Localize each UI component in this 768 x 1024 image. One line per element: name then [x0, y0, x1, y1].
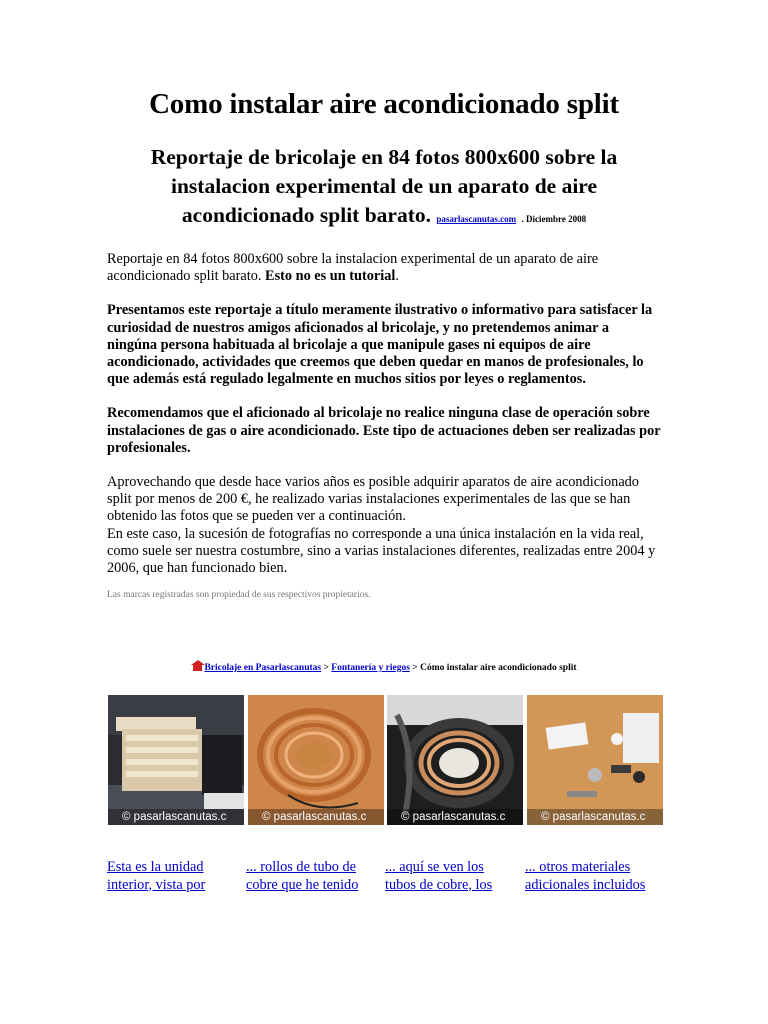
- intro-end: .: [395, 268, 399, 285]
- publication-date: . Diciembre 2008: [521, 214, 587, 224]
- caption-line: cobre que he tenido: [246, 876, 359, 893]
- caption-line: ... rollos de tubo de: [246, 859, 356, 875]
- context-text-1: Aprovechando que desde hace varios años es posible adquirir aparatos de aire acondicionado split por menos de 200 €, he realizado varias instalaciones experimentales de las que se han obtenido las fotos que se pueden ver a continuación.: [107, 474, 639, 525]
- warning-paragraph-2: Recomendamos que el aficionado al bricolaje no realice ninguna clase de operación sobre instalaciones de gas o aire acondicionado. Este tipo de actuaciones deben ser realizadas por profesionales.: [107, 405, 661, 456]
- photo-caption-link[interactable]: [107, 859, 237, 894]
- photo-copper-tube-coil-icon: [248, 695, 384, 825]
- breadcrumb-current: Cómo instalar aire acondicionado split: [420, 663, 577, 673]
- intro-paragraph: [107, 251, 662, 285]
- breadcrumb-separator: >: [409, 663, 421, 673]
- caption-line: tubos de cobre, los: [385, 876, 493, 893]
- intro-bold-text: Esto no es un tutorial: [265, 268, 396, 285]
- site-link[interactable]: pasarlascanutas.com: [436, 214, 517, 224]
- breadcrumb-separator: >: [321, 663, 332, 673]
- photo-copper-tubes[interactable]: [387, 695, 523, 825]
- caption-line: ... aquí se ven los: [385, 859, 484, 875]
- caption-line: interior, vista por: [107, 876, 206, 893]
- photo-copper-tubes-icon: [387, 695, 523, 825]
- trademark-notice: Las marcas registradas son propiedad de sus respectivos propietarios.: [107, 590, 371, 601]
- photo-watermark: © pasarlascanutas.c: [108, 809, 244, 825]
- caption-line: ... otros materiales: [525, 859, 631, 875]
- page-title: Como instalar aire acondicionado split: [149, 88, 619, 120]
- article-body: [107, 251, 662, 621]
- photo-watermark: © pasarlascanutas.c: [248, 809, 384, 825]
- photo-materials-icon: [527, 695, 663, 825]
- home-icon[interactable]: [191, 660, 204, 671]
- caption-line: Esta es la unidad: [107, 859, 204, 875]
- warning-paragraph-1: Presentamos este reportaje a título meramente ilustrativo o informativo para satisfacer la curiosidad de nuestros amigos aficionados al bricolaje, y no pretendemos animar a ningúna persona habituada al bricolaje a que manipule gases ni equipos de aire acondicionado, actividades que creemos que deben quedar en manos de profesionales, lo que además está regulado legalmente en muchos sitios por leyes o reglamentos.: [107, 302, 653, 388]
- photo-caption-link[interactable]: [246, 859, 376, 894]
- page-subtitle: [120, 143, 648, 234]
- photo-watermark: © pasarlascanutas.c: [527, 809, 663, 825]
- breadcrumb-section-link[interactable]: Fontanería y riegos: [331, 663, 410, 673]
- photo-indoor-unit-icon: [108, 695, 244, 825]
- intro-text: Reportaje en 84 fotos 800x600 sobre la instalacion experimental de un aparato de aire acondicionado split barato.: [107, 251, 599, 285]
- context-text-2: En este caso, la sucesión de fotografías no corresponde a una única instalación en la vida real, como suele ser nuestra costumbre, sino a varias instalaciones diferentes, realizadas entre 2004 y 2006, que han funcionado bien.: [107, 525, 656, 577]
- photo-indoor-unit[interactable]: [108, 695, 244, 825]
- photo-caption-link[interactable]: [525, 859, 665, 894]
- photo-copper-tube-coil[interactable]: [248, 695, 384, 825]
- photo-materials[interactable]: [527, 695, 663, 825]
- context-paragraph: [107, 474, 662, 577]
- subtitle-text: Reportaje de bricolaje en 84 fotos 800x600 sobre la instalacion experimental de un aparato de aire acondicionado split barato.: [150, 145, 618, 227]
- photo-watermark: © pasarlascanutas.c: [387, 809, 523, 825]
- breadcrumb-home-link[interactable]: Bricolaje en Pasarlascanutas: [204, 663, 322, 673]
- caption-line: adicionales incluidos: [525, 876, 646, 893]
- photo-caption-link[interactable]: [385, 859, 515, 894]
- breadcrumb: [0, 660, 768, 673]
